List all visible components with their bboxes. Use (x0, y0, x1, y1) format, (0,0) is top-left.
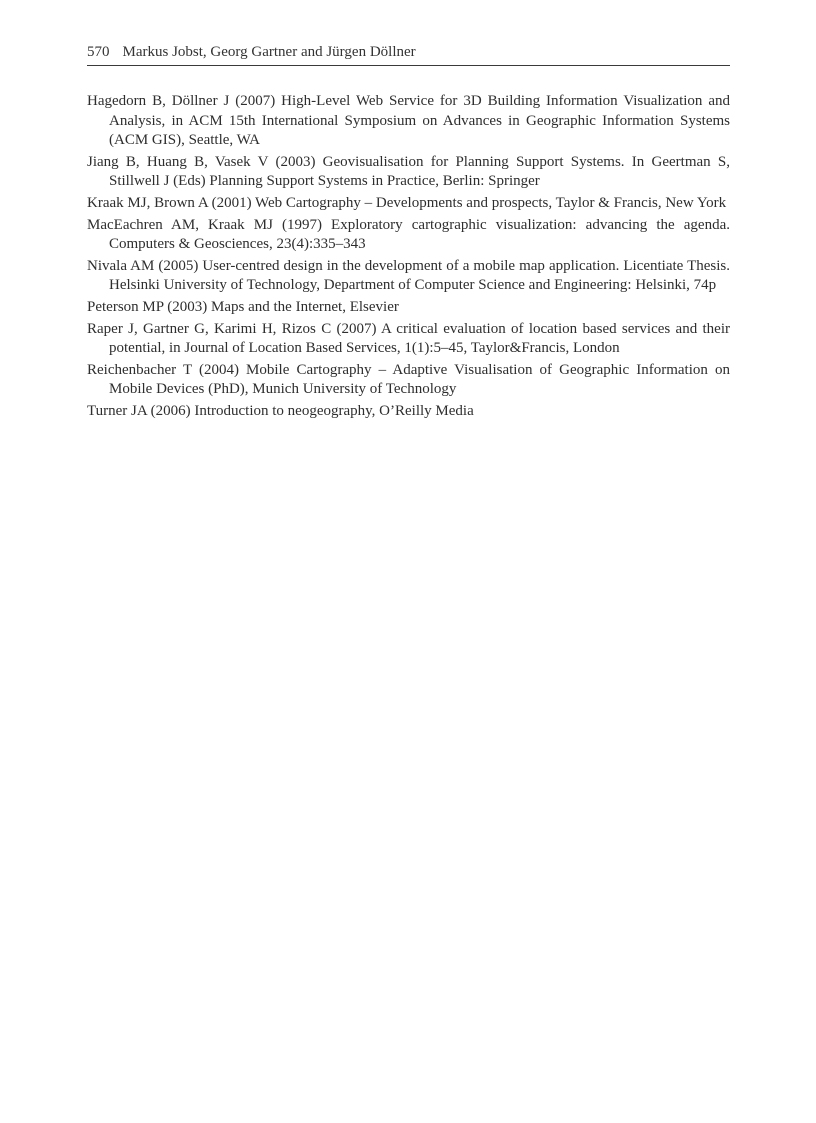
reference-entry: MacEachren AM, Kraak MJ (1997) Exploratory cartographic visualization: advancing the agenda. Computers & Geosciences, 23(4):335–343 (87, 216, 730, 253)
reference-entry: Nivala AM (2005) User-centred design in the development of a mobile map application. Licentiate Thesis. Helsinki University of Technology, Department of Computer Science and Engineering: Helsinki, 74p (87, 257, 730, 294)
page-number: 570 (87, 44, 110, 60)
running-head (87, 42, 730, 66)
reference-entry: Kraak MJ, Brown A (2001) Web Cartography – Developments and prospects, Taylor & Francis, New York (87, 194, 727, 211)
reference-entry: Peterson MP (2003) Maps and the Internet, Elsevier (87, 298, 399, 315)
running-head-authors: Markus Jobst, Georg Gartner and Jürgen Döllner (122, 44, 416, 60)
reference-entry: Reichenbacher T (2004) Mobile Cartography – Adaptive Visualisation of Geographic Information on Mobile Devices (PhD), Munich University of Technology (87, 361, 730, 398)
reference-entry: Jiang B, Huang B, Vasek V (2003) Geovisualisation for Planning Support Systems. In Geertman S, Stillwell J (Eds) Planning Support Systems in Practice, Berlin: Springer (87, 153, 730, 190)
page (87, 42, 730, 424)
reference-list (87, 92, 730, 422)
reference-entry: Hagedorn B, Döllner J (2007) High-Level Web Service for 3D Building Information Visualization and Analysis, in ACM 15th International Symposium on Advances in Geographic Information Systems (ACM GIS), Seattle, WA (87, 93, 730, 149)
reference-entry: Raper J, Gartner G, Karimi H, Rizos C (2007) A critical evaluation of location based services and their potential, in Journal of Location Based Services, 1(1):5–45, Taylor&Francis, London (87, 320, 730, 357)
reference-entry: Turner JA (2006) Introduction to neogeography, O’Reilly Media (87, 402, 474, 419)
